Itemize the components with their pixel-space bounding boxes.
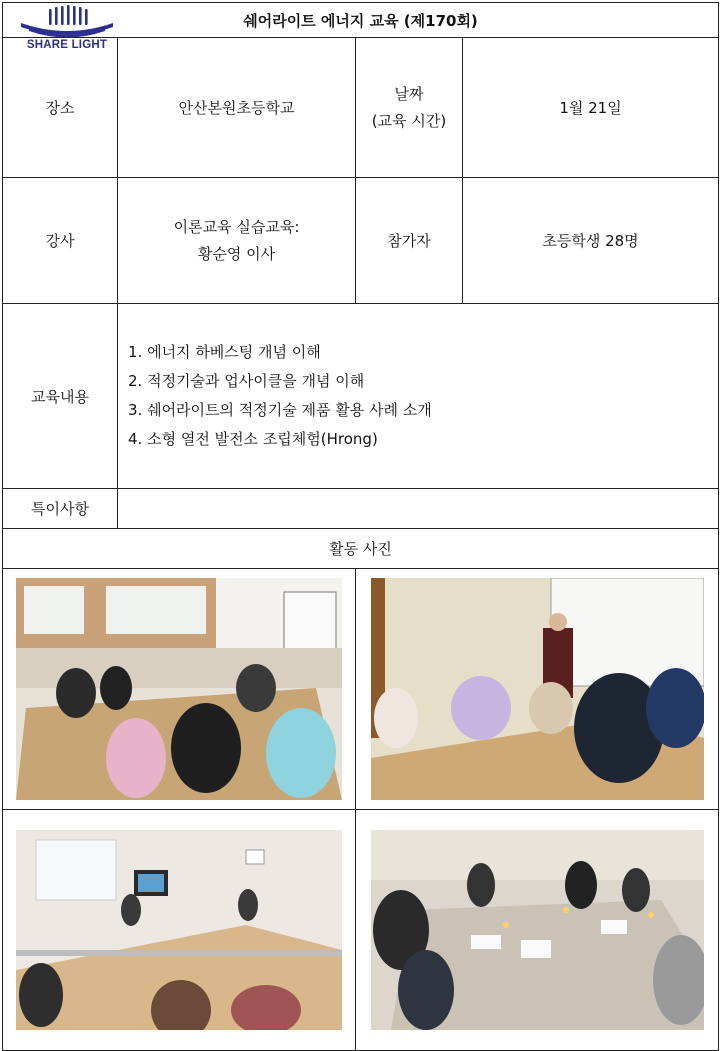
page-title: 쉐어라이트 에너지 교육 (제170회) bbox=[243, 11, 478, 30]
photo-cell-2 bbox=[356, 569, 719, 810]
photo-room-tv bbox=[16, 830, 342, 1030]
place-label: 장소 bbox=[3, 38, 118, 178]
photo-classroom-tables bbox=[16, 578, 342, 800]
photo-cell-1 bbox=[3, 569, 356, 810]
instructor-line2: 황순영 이사 bbox=[197, 244, 276, 263]
date-label-line2: (교육 시간) bbox=[371, 111, 447, 130]
instructor-line1: 이론교육 실습교육: bbox=[173, 217, 300, 236]
instructor-value bbox=[118, 178, 356, 304]
notes-value bbox=[118, 489, 719, 529]
date-label bbox=[356, 38, 463, 178]
photo-cell-3 bbox=[3, 810, 356, 1051]
content-item-1: 1. 에너지 하베스팅 개념 이해 bbox=[128, 343, 321, 361]
photos-section-title: 활동 사진 bbox=[3, 529, 719, 569]
notes-label: 특이사항 bbox=[3, 489, 118, 529]
photo-whiteboard-lecture bbox=[371, 578, 704, 800]
report-table bbox=[2, 2, 719, 1051]
participants-label: 참가자 bbox=[356, 178, 463, 304]
place-value: 안산본원초등학교 bbox=[118, 38, 356, 178]
content-list bbox=[118, 304, 719, 489]
content-label: 교육내용 bbox=[3, 304, 118, 489]
content-item-3: 3. 쉐어라이트의 적정기술 제품 활용 사례 소개 bbox=[128, 401, 432, 419]
photo-cell-4 bbox=[356, 810, 719, 1051]
photo-candle-assembly bbox=[371, 830, 704, 1030]
logo-text: SHARE LIGHT bbox=[26, 39, 108, 51]
content-item-2: 2. 적정기술과 업사이클을 개념 이해 bbox=[128, 372, 365, 390]
instructor-label: 강사 bbox=[3, 178, 118, 304]
logo-candles-icon bbox=[19, 5, 115, 39]
share-light-logo bbox=[19, 5, 115, 53]
content-item-4: 4. 소형 열전 발전소 조립체험(Hrong) bbox=[128, 430, 378, 448]
date-label-line1: 날짜 bbox=[394, 84, 424, 103]
title-cell bbox=[3, 3, 719, 51]
education-report bbox=[2, 2, 718, 1051]
date-value: 1월 21일 bbox=[463, 38, 719, 178]
participants-value: 초등학생 28명 bbox=[463, 178, 719, 304]
